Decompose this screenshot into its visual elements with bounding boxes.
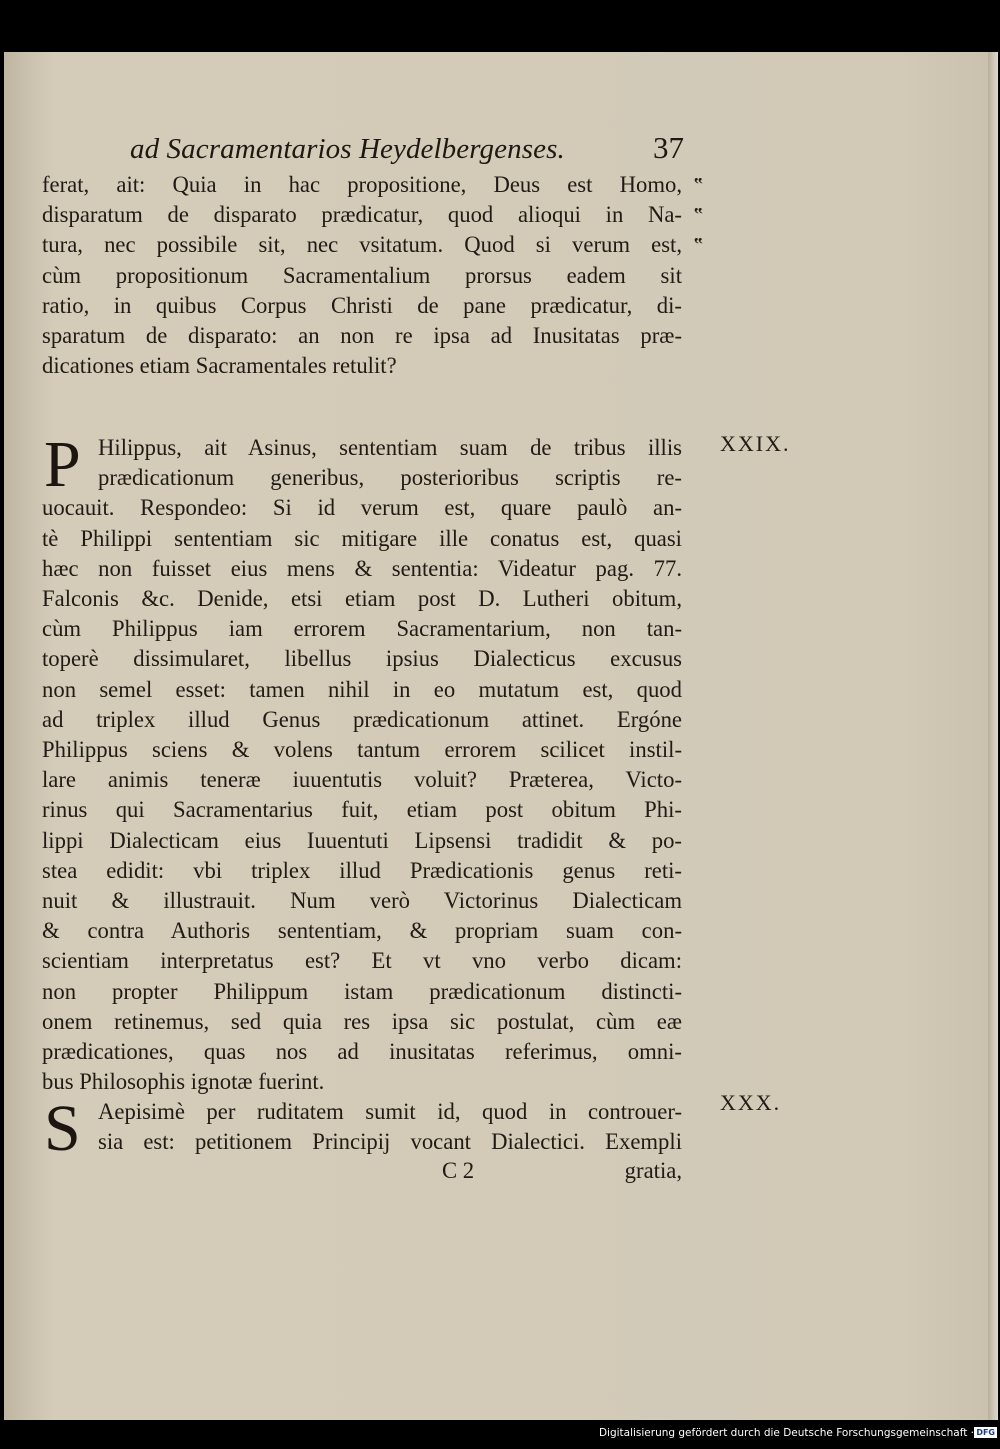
text-line: disparatum de disparato prædicatur, quod alioqui in Na- <box>42 202 682 228</box>
text-line: scientiam interpretatus est? Et vt vno verbo dicam: <box>42 948 682 974</box>
margin-quote-mark: ‟ <box>694 174 703 194</box>
text-line: onem retinemus, sed quia res ipsa sic postulat, cùm eæ <box>42 1008 682 1034</box>
section-xxx-paragraph <box>42 1092 682 1165</box>
text-line: hæc non fuisset eius mens & sententia: Videatur pag. 77. <box>42 555 682 581</box>
text-line: ad triplex illud Genus prædicationum attinet. Ergóne <box>42 706 682 732</box>
text-line: sia est: petitionem Principij vocant Dialectici. Exempli <box>98 1129 682 1155</box>
text-line: uocauit. Respondeo: Si id verum est, quare paulò an- <box>42 495 682 521</box>
text-line: toperè dissimularet, libellus ipsius Dialecticus excusus <box>42 646 682 672</box>
text-line: ratio, in quibus Corpus Christi de pane prædicatur, di- <box>42 292 682 318</box>
text-line: ferat, ait: Quia in hac propositione, Deus est Homo, <box>42 172 682 197</box>
text-line: prædicationum generibus, posterioribus scriptis re- <box>98 465 682 491</box>
drop-cap: P <box>44 428 81 501</box>
text-line: rinus qui Sacramentarius fuit, etiam post obitum Phi- <box>42 797 682 823</box>
text-line: dicationes etiam Sacramentales retulit? <box>42 353 397 379</box>
signature-mark: C 2 <box>442 1158 475 1183</box>
text-line: prædicationes, quas nos ad inusitatas referimus, omni- <box>42 1039 682 1065</box>
text-line: Falconis &c. Denide, etsi etiam post D. Lutheri obitum, <box>42 586 682 612</box>
text-line: non semel esset: tamen nihil in eo mutatum est, quod <box>42 676 682 702</box>
margin-quote-mark: ‟ <box>694 234 703 254</box>
text-line: non propter Philippum istam prædicationum distincti- <box>42 978 682 1004</box>
continued-paragraph <box>42 170 682 381</box>
funding-notice: Digitalisierung gefördert durch die Deutsche Forschungsgemeinschaft · <box>598 1427 974 1439</box>
text-line: nuit & illustrauit. Num verò Victorinus Dialecticam <box>42 888 682 914</box>
text-line: lippi Dialecticam eius Iuuentuti Lipsensi tradidit & po- <box>42 827 682 853</box>
text-line: tura, nec possibile sit, nec vsitatum. Quod si verum est, <box>42 232 682 258</box>
text-line: Hilippus, ait Asinus, sententiam suam de tribus illis <box>98 435 682 460</box>
page-number: 37 <box>653 130 684 165</box>
text-line: bus Philosophis ignotæ fuerint. <box>42 1069 325 1095</box>
text-line: stea edidit: vbi triplex illud Prædicationis genus reti- <box>42 857 682 883</box>
text-line: & contra Authoris sententiam, & propriam suam con- <box>42 918 682 944</box>
running-head: ad Sacramentarios Heydelbergenses. <box>130 133 565 165</box>
margin-quote-mark: ‟ <box>694 204 703 224</box>
footer-bar <box>0 1420 1000 1449</box>
text-line: cùm propositionum Sacramentalium prorsus eadem sit <box>42 262 682 288</box>
text-line: cùm Philippus iam errorem Sacramentarium, non tan- <box>42 616 682 642</box>
book-page <box>4 52 998 1420</box>
dfg-logo: DFG <box>976 1428 995 1437</box>
text-line: lare animis teneræ iuuentutis voluit? Præterea, Victo- <box>42 767 682 793</box>
page-header <box>130 130 684 166</box>
text-line: tè Philippi sententiam sic mitigare ille conatus est, quasi <box>42 525 682 551</box>
drop-cap: S <box>44 1092 81 1165</box>
text-line: Aepisimè per ruditatem sumit id, quod in controuer- <box>98 1099 682 1124</box>
catchword: gratia, <box>624 1158 682 1183</box>
page-edge <box>988 52 998 1420</box>
section-xxix-paragraph <box>42 428 682 1097</box>
text-line: Philippus sciens & volens tantum errorem scilicet instil- <box>42 737 682 763</box>
section-number-xxix: XXIX. <box>720 431 791 456</box>
section-number-xxx: XXX. <box>720 1090 782 1115</box>
text-line: sparatum de disparato: an non re ipsa ad Inusitatas præ- <box>42 323 682 349</box>
